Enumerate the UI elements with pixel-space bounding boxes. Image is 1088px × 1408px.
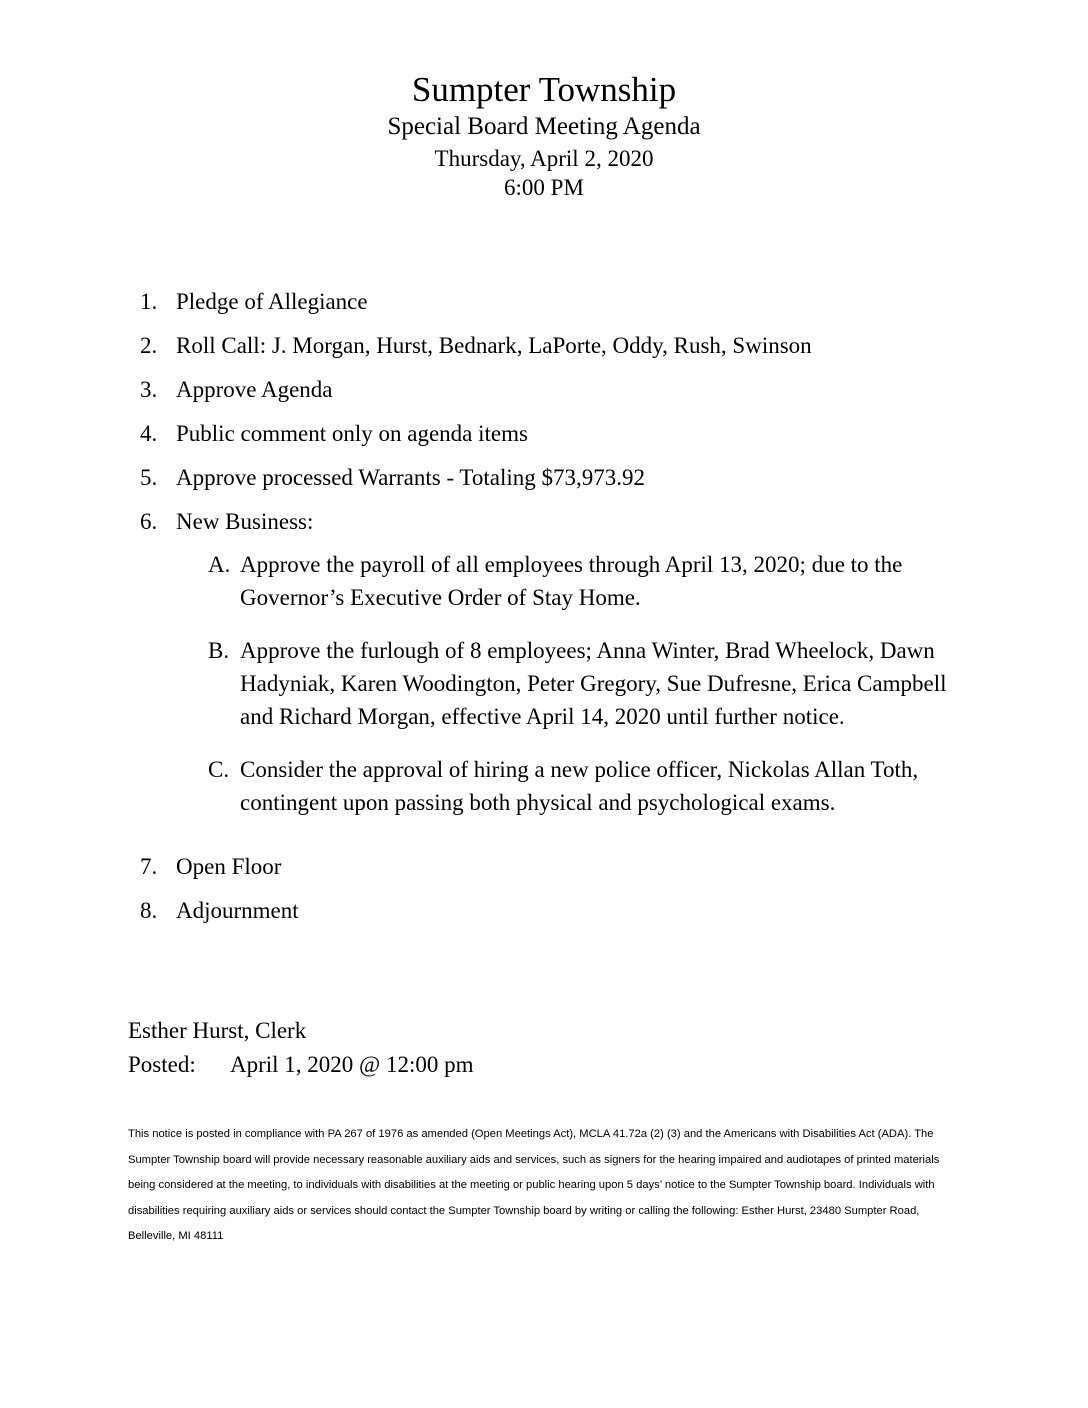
agenda-item-number: 2. — [140, 333, 158, 358]
agenda-item-number: 8. — [140, 898, 158, 923]
agenda-item-number: 6. — [140, 509, 158, 534]
agenda-item-text — [176, 505, 970, 839]
posted-line — [128, 1048, 474, 1082]
agenda-item-number: 4. — [140, 421, 158, 446]
posted-date: April 1, 2020 @ 12:00 pm — [230, 1052, 474, 1077]
posted-label: Posted: — [128, 1052, 196, 1077]
new-business-item-payroll — [208, 548, 970, 614]
sub-item-text: Approve the payroll of all employees through April 13, 2020; due to the Governor’s Executive Order of Stay Home. — [240, 552, 903, 610]
sub-item-text: Consider the approval of hiring a new police officer, Nickolas Allan Toth, contingent upon passing both physical and psychological exams. — [240, 757, 919, 815]
agenda-item-roll-call — [140, 329, 970, 362]
agenda-item-text: Approve Agenda — [176, 377, 333, 402]
sub-item-text: Approve the furlough of 8 employees; Anna Winter, Brad Wheelock, Dawn Hadyniak, Karen Woodington, Peter Gregory, Sue Dufresne, Erica Campbell and Richard Morgan, effective April 14, 2020 until further notice. — [240, 638, 947, 729]
meeting-date: Thursday, April 2, 2020 — [434, 146, 654, 171]
agenda-item-text: Roll Call: J. Morgan, Hurst, Bednark, LaPorte, Oddy, Rush, Swinson — [176, 333, 812, 358]
meeting-time: 6:00 PM — [504, 175, 584, 200]
agenda-item-number: 3. — [140, 377, 158, 402]
agenda-item-text: Open Floor — [176, 854, 282, 879]
new-business-item-police-hire — [208, 753, 970, 819]
agenda-item-public-comment — [140, 417, 970, 450]
agenda-item-text: Adjournment — [176, 898, 299, 923]
sub-item-letter: A. — [208, 552, 231, 577]
agenda-item-warrants — [140, 461, 970, 494]
sub-item-letter: C. — [208, 757, 230, 782]
signature-block — [128, 1014, 474, 1082]
agenda-item-open-floor — [140, 850, 970, 883]
new-business-item-furlough — [208, 634, 970, 733]
new-business-heading: New Business: — [176, 509, 314, 534]
compliance-notice: This notice is posted in compliance with PA 267 of 1976 as amended (Open Meetings Act), MCLA 41.72a (2) (3) and the Americans with Disabilities Act (ADA). The Sumpter Township board will provide necessary reasonable auxiliary aids and services, such as signers for the hearing impaired and audiotapes of printed materials being considered at the meeting, to individuals with disabilities at the meeting or public hearing upon 5 days’ notice to the Sumpter Township board. Individuals with disabilities requiring auxiliary aids or services should contact the Sumpter Township board by writing or calling the following: Esther Hurst, 23480 Sumpter Road, Belleville, MI 48111 — [128, 1128, 940, 1242]
clerk-name: Esther Hurst, Clerk — [128, 1018, 307, 1043]
agenda-item-number: 5. — [140, 465, 158, 490]
meeting-subtitle: Special Board Meeting Agenda — [387, 113, 701, 140]
sub-item-letter: B. — [208, 638, 230, 663]
agenda-item-approve-agenda — [140, 373, 970, 406]
agenda-item-text: Pledge of Allegiance — [176, 289, 368, 314]
agenda-item-text: Approve processed Warrants - Totaling $73,973.92 — [176, 465, 646, 490]
agenda-item-number: 7. — [140, 854, 158, 879]
agenda-item-pledge — [140, 285, 970, 318]
document-header — [0, 70, 1088, 202]
agenda-item-adjournment — [140, 894, 970, 927]
new-business-list — [208, 548, 970, 819]
agenda-item-number: 1. — [140, 289, 158, 314]
agenda-list — [140, 285, 970, 938]
agenda-item-text: Public comment only on agenda items — [176, 421, 528, 446]
agenda-item-new-business — [140, 505, 970, 839]
township-title: Sumpter Township — [411, 70, 677, 109]
